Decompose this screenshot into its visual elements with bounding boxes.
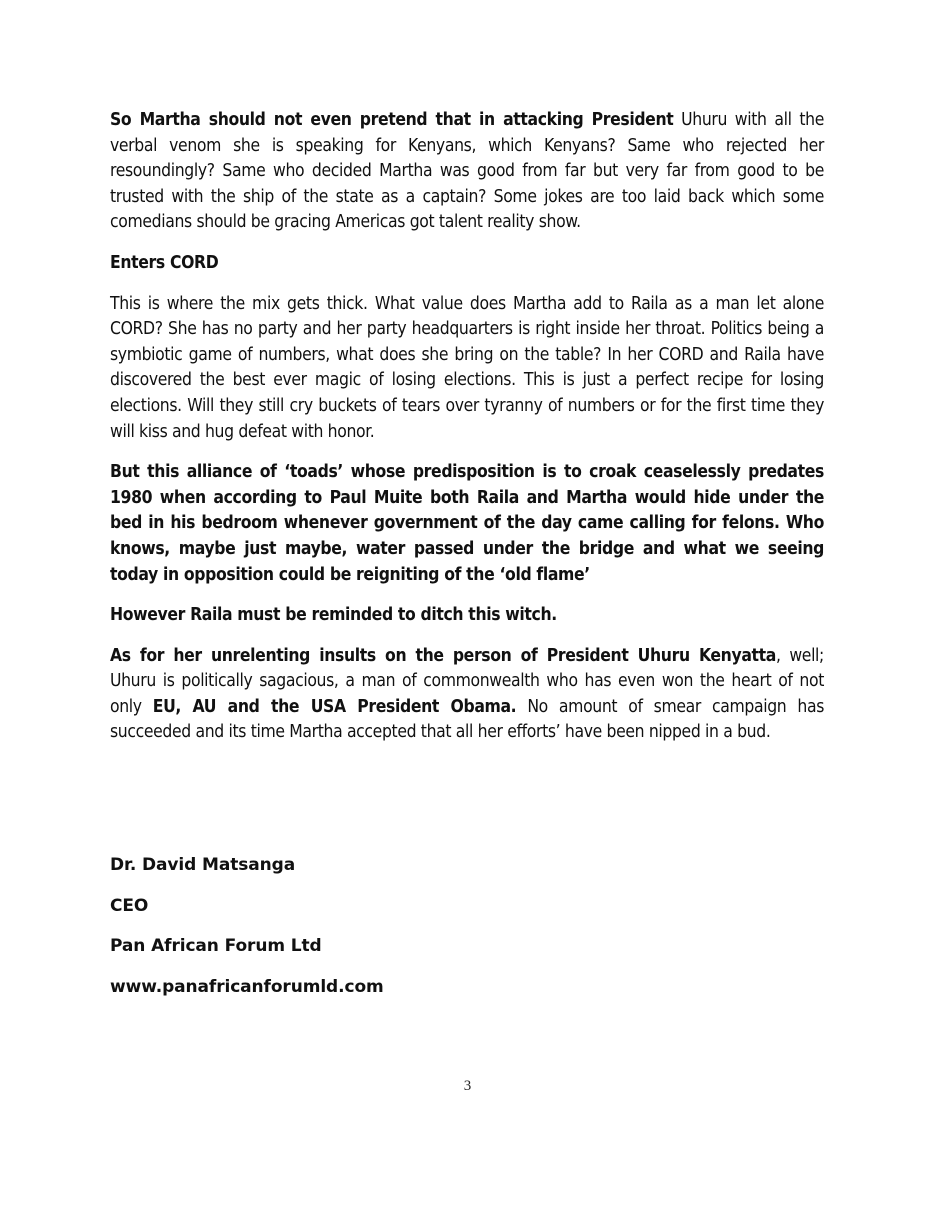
paragraph-text: No amount of smear campaign has succeeded and its time Martha accepted that all her efforts’ have been nipped in a bud. [110,696,824,743]
bold-lead: So Martha should not even pretend that in attacking President [110,110,674,130]
paragraph-text: , well; Uhuru is politically sagacious, a man of commonwealth who has even won the heart of not only [110,645,824,717]
signature-name: Dr. David Matsanga [110,855,296,875]
page-number: 3 [463,1078,472,1094]
paragraph-text: Uhuru with all the verbal venom she is speaking for Kenyans, which Kenyans? Same who rejected her resoundingly? Same who decided Martha was good from far but very far from good to be trusted with the ship of the state as a captain? Some jokes are too laid back which some comedians should be gracing Americas got talent reality show. [110,110,824,233]
paragraph-martha-pretend [110,108,824,236]
paragraph-insults [110,644,824,746]
paragraph-cord: This is where the mix gets thick. What value does Martha add to Raila as a man let alone CORD? She has no party and her party headquarters is right inside her throat. Politics being a symbiotic game of numbers, what does she bring on the table? In her CORD and Raila have discovered the best ever magic of losing elections. This is just a perfect recipe for losing elections. Will they still cry buckets of tears over tyranny of numbers or for the first time they will kiss and hug defeat with honor. [110,293,824,442]
signature-website[interactable]: www.panafricanforumld.com [110,977,384,997]
bold-lead: As for her unrelenting insults on the person of President Uhuru Kenyatta [110,645,776,666]
signature-title: CEO [110,896,149,916]
bold-phrase: EU, AU and the USA President Obama. [152,696,517,717]
document-body [110,108,824,761]
section-heading-enters-cord: Enters CORD [110,252,219,273]
paragraph-toads: But this alliance of ‘toads’ whose predisposition is to croak ceaselessly predates 1980 when according to Paul Muite both Raila and Martha would hide under the bed in his bedroom whenever government of the day came calling for felons. Who knows, maybe just maybe, water passed under the bridge and what we seeing today in opposition could be reigniting of the ‘old flame’ [110,462,824,585]
signature-organization: Pan African Forum Ltd [110,936,322,956]
paragraph-ditch-witch: However Raila must be reminded to ditch this witch. [110,605,557,626]
